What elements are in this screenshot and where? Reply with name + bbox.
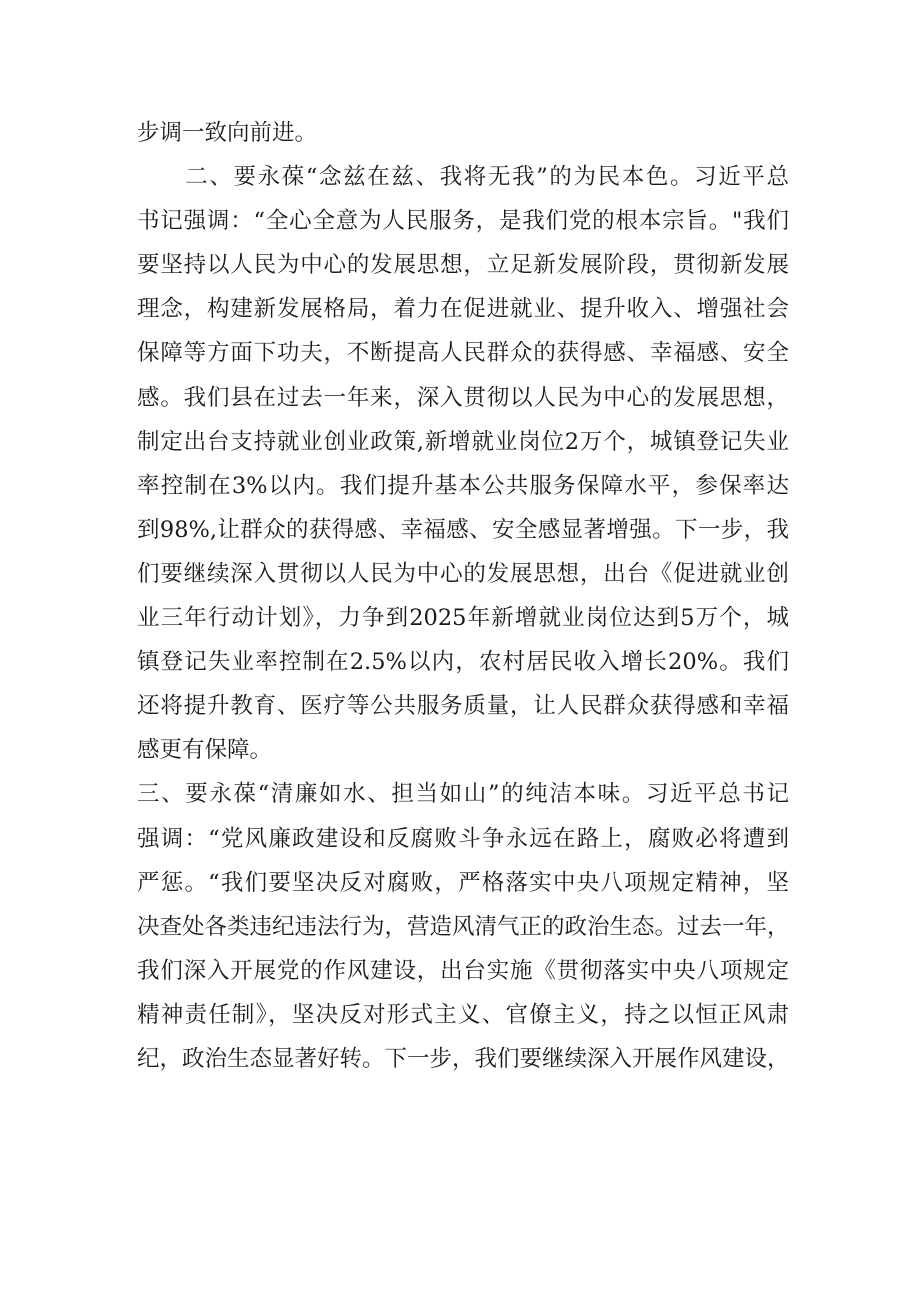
paragraph-3 <box>137 772 789 1081</box>
document-body <box>137 111 789 1081</box>
text-line: 精神责任制》，坚决反对形式主义、官僚主义，持之以恒正风肃 <box>137 1001 789 1028</box>
text-line: 严惩。“我们要坚决反对腐败，严格落实中央八项规定精神，坚 <box>137 869 789 896</box>
text-line: 理念，构建新发展格局，着力在促进就业、提升收入、增强社会 <box>137 296 789 323</box>
paragraph-1 <box>137 111 789 155</box>
text-line: 书记强调：“全心全意为人民服务，是我们党的根本宗旨。"我们 <box>137 208 789 235</box>
text-line: 纪，政治生态显著好转。下一步，我们要继续深入开展作风建设， <box>137 1045 790 1072</box>
text-line: 感更有保障。 <box>137 737 273 764</box>
text-line: 到98%,让群众的获得感、幸福感、安全感显著增强。下一步，我 <box>137 516 789 543</box>
text-line: 保障等方面下功夫，不断提高人民群众的获得感、幸福感、安全 <box>137 340 789 367</box>
text-line: 率控制在3%以内。我们提升基本公共服务保障水平，参保率达 <box>137 472 789 499</box>
text-line: 制定出台支持就业创业政策,新增就业岗位2万个，城镇登记失业 <box>137 428 789 455</box>
text-line: 我们深入开展党的作风建设，出台实施《贯彻落实中央八项规定 <box>137 957 789 984</box>
text-line: 要坚持以人民为中心的发展思想，立足新发展阶段，贯彻新发展 <box>137 252 789 279</box>
text-line: 决查处各类违纪违法行为，营造风清气正的政治生态。过去一年， <box>137 913 790 940</box>
text-line: 们要继续深入贯彻以人民为中心的发展思想，出台《促进就业创 <box>137 560 789 587</box>
text-line: 强调：“党风廉政建设和反腐败斗争永远在路上，腐败必将遭到 <box>137 825 789 852</box>
paragraph-2 <box>137 155 789 772</box>
text-line: 三、要永葆“清廉如水、担当如山”的纯洁本味。习近平总书记 <box>137 781 789 808</box>
text-line: 二、要永葆“念兹在兹、我将无我”的为民本色。习近平总 <box>137 164 789 191</box>
text-line: 还将提升教育、医疗等公共服务质量，让人民群众获得感和幸福 <box>137 693 789 720</box>
text-line: 业三年行动计划》，力争到2025年新增就业岗位达到5万个，城 <box>137 605 789 632</box>
text-line: 感。我们县在过去一年来，深入贯彻以人民为中心的发展思想， <box>137 384 789 411</box>
text-line: 镇登记失业率控制在2.5%以内，农村居民收入增长20%。我们 <box>137 649 789 676</box>
text-line: 步调一致向前进。 <box>137 120 318 146</box>
